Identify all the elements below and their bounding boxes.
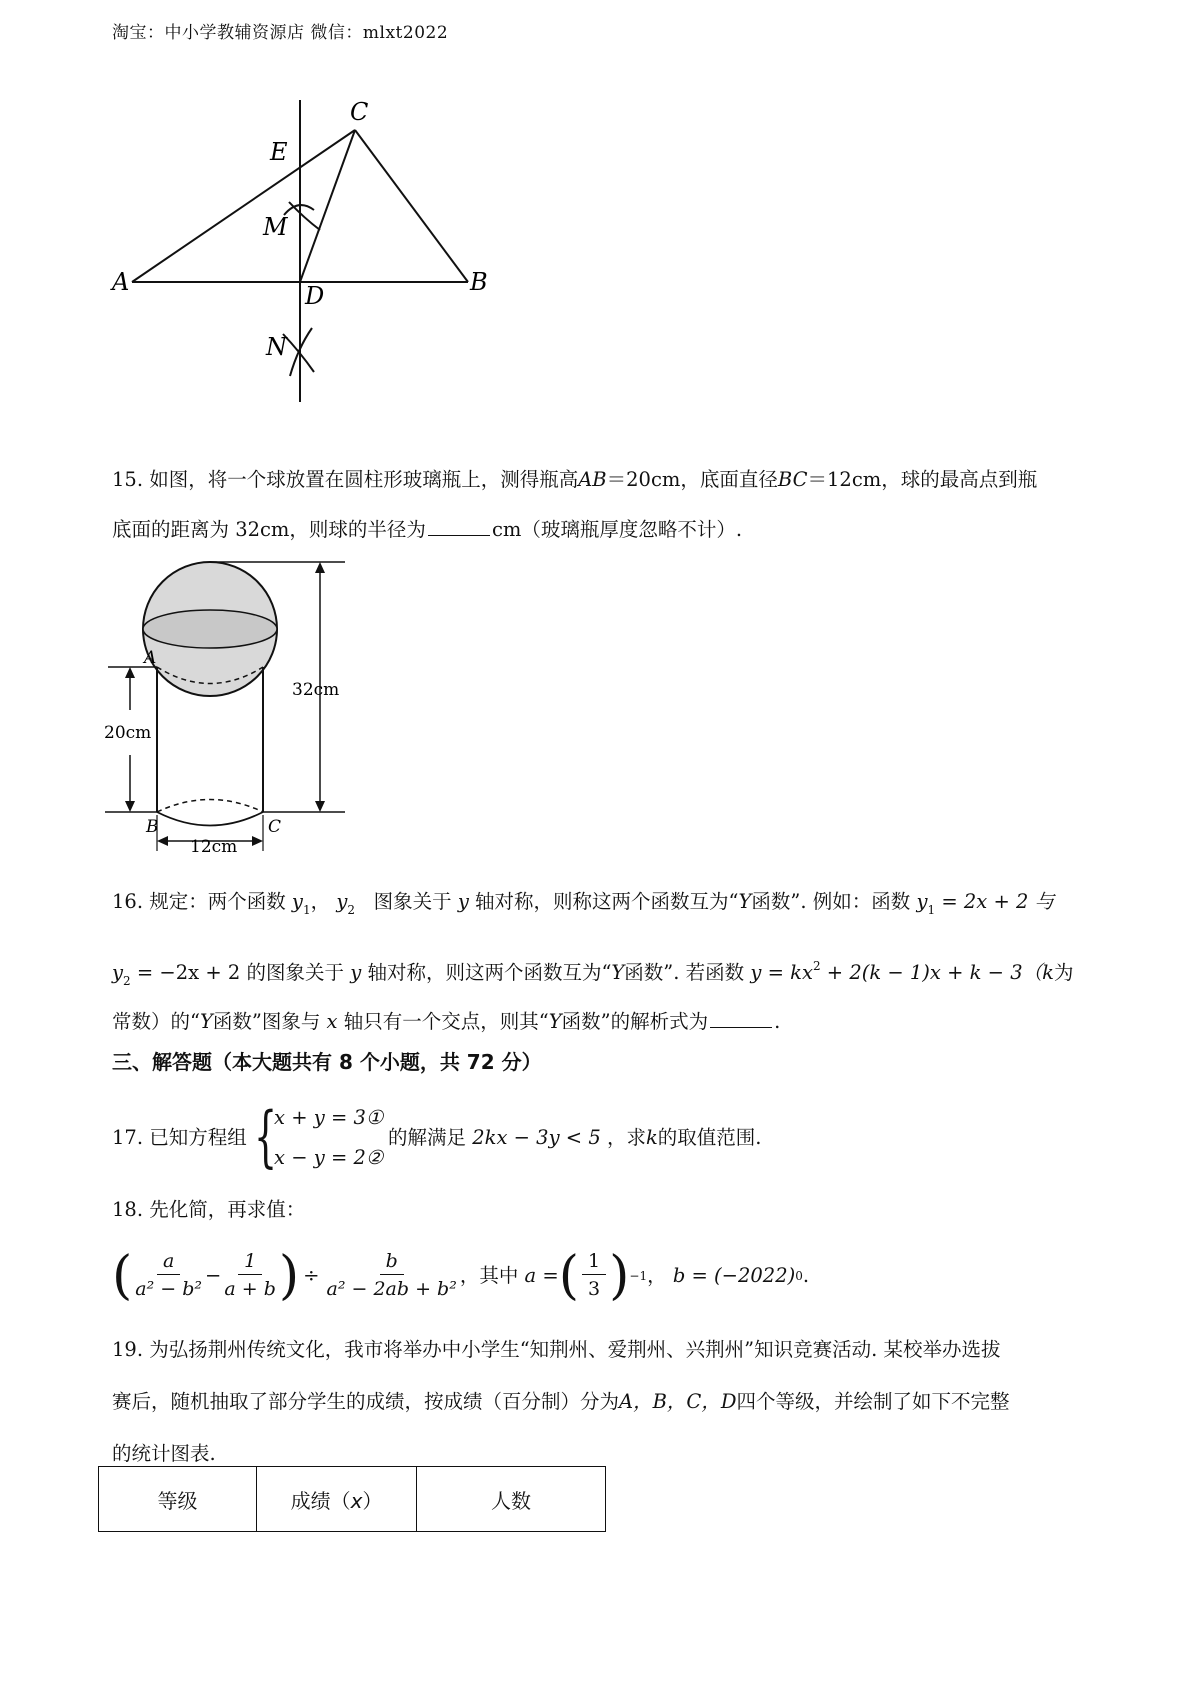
answer-blank [428, 517, 490, 536]
table-header-row [99, 1467, 606, 1532]
bottle-bottom-back [157, 800, 263, 813]
section-heading: 三、解答题（本大题共有 8 个小题，共 72 分） [112, 1050, 542, 1074]
line-bc [355, 130, 468, 282]
fig15-label-c: C [268, 817, 282, 837]
header-score: 成绩（x） [257, 1467, 417, 1532]
grade-table [98, 1466, 606, 1532]
fig15-label-32: 32cm [292, 680, 340, 700]
arrow-20-bottom [125, 801, 135, 812]
fig15-label-12: 12cm [190, 837, 238, 857]
frac-3: $\frac{b}{\text{a² − 2ab + b²}}$ [326, 1250, 457, 1300]
frac-4: $\frac{1}{3}$ [582, 1248, 606, 1303]
line-ac [132, 130, 355, 282]
arrow-12-right [252, 836, 263, 846]
q18-expression: ( $\frac{a}{\text{a² − b²}}$ − $\frac{1}{a + b}$ ) ÷ $\frac{b}{\text{a² − 2ab + b²}}$ ，其中 a = ( $\frac{1}{3}$ ) −1 ， b = (−2022) 0 . [112, 1245, 810, 1306]
header-count: 人数 [417, 1467, 606, 1532]
fig15-diagram [100, 555, 400, 860]
watermark: 淘宝：中小学教辅资源店 微信：mlxt2022 [112, 23, 449, 43]
answer-blank-16 [710, 1009, 772, 1028]
brace: { [254, 1098, 278, 1175]
q17-post: 的解满足 2kx − 3y < 5 ，求k的取值范围. [388, 1126, 762, 1149]
arrow-32-top [315, 562, 325, 573]
q15-line2: 底面的距离为 32cm，则球的半径为 cm（玻璃瓶厚度忽略不计）. [112, 518, 743, 541]
fig15-label-20: 20cm [104, 723, 152, 743]
fig14-diagram [100, 90, 520, 410]
q19-line3: 的统计图表. [112, 1442, 216, 1465]
arrow-32-bottom [315, 801, 325, 812]
q16-line2: $y_2 = -2x + 2$ 的图象关于 y 轴对称，则这两个函数互为“Y函数”. 若函数 $y = kx^2 + 2(k - 1)x + k - 3(k$为 [112, 959, 1074, 988]
frac-2: $\frac{1}{a + b}$ [224, 1250, 276, 1300]
arrow-12-left [157, 836, 168, 846]
q19-line1: 19. 为弘扬荆州传统文化，我市将举办中小学生“知荆州、爱荆州、兴荆州”知识竞赛活动. 某校举办选拔 [112, 1338, 1001, 1361]
label-n: N [266, 333, 287, 361]
q16-line3: 常数）的“Y函数”图象与 x 轴只有一个交点，则其“Y函数”的解析式为 . [112, 1010, 781, 1033]
frac-1: $\frac{a}{\text{a² − b²}}$ [135, 1250, 203, 1300]
ball-equator [143, 610, 277, 648]
label-m: M [263, 213, 288, 241]
label-b: B [470, 268, 488, 296]
header-grade: 等级 [99, 1467, 257, 1532]
q19-line2: 赛后，随机抽取了部分学生的成绩，按成绩（百分制）分为A，B，C，D四个等级，并绘制了如下不完整 [112, 1390, 1010, 1413]
label-c: C [350, 98, 369, 126]
q16-line1: 16. 规定：两个函数 $y_1$， $y_2$ 图象关于 y 轴对称，则称这两个函数互为“Y函数”. 例如：函数 $y_1 = 2x + 2$ 与 [112, 890, 1055, 917]
bottle-bottom-front [157, 812, 263, 826]
label-d: D [305, 282, 325, 310]
label-e: E [270, 138, 288, 166]
q17-pre: 17. 已知方程组 [112, 1126, 247, 1149]
fig15-label-a: A [144, 648, 157, 668]
q17-eq1: x + y = 3① [274, 1106, 384, 1129]
fig15-label-b: B [146, 817, 159, 837]
q17-eq2: x − y = 2② [274, 1146, 384, 1169]
label-a: A [112, 268, 130, 296]
q18-title: 18. 先化简，再求值： [112, 1198, 306, 1221]
arrow-20-top [125, 667, 135, 678]
q15-line1: 15. 如图，将一个球放置在圆柱形玻璃瓶上，测得瓶高AB＝20cm，底面直径BC＝12cm，球的最高点到瓶 [112, 468, 1038, 491]
